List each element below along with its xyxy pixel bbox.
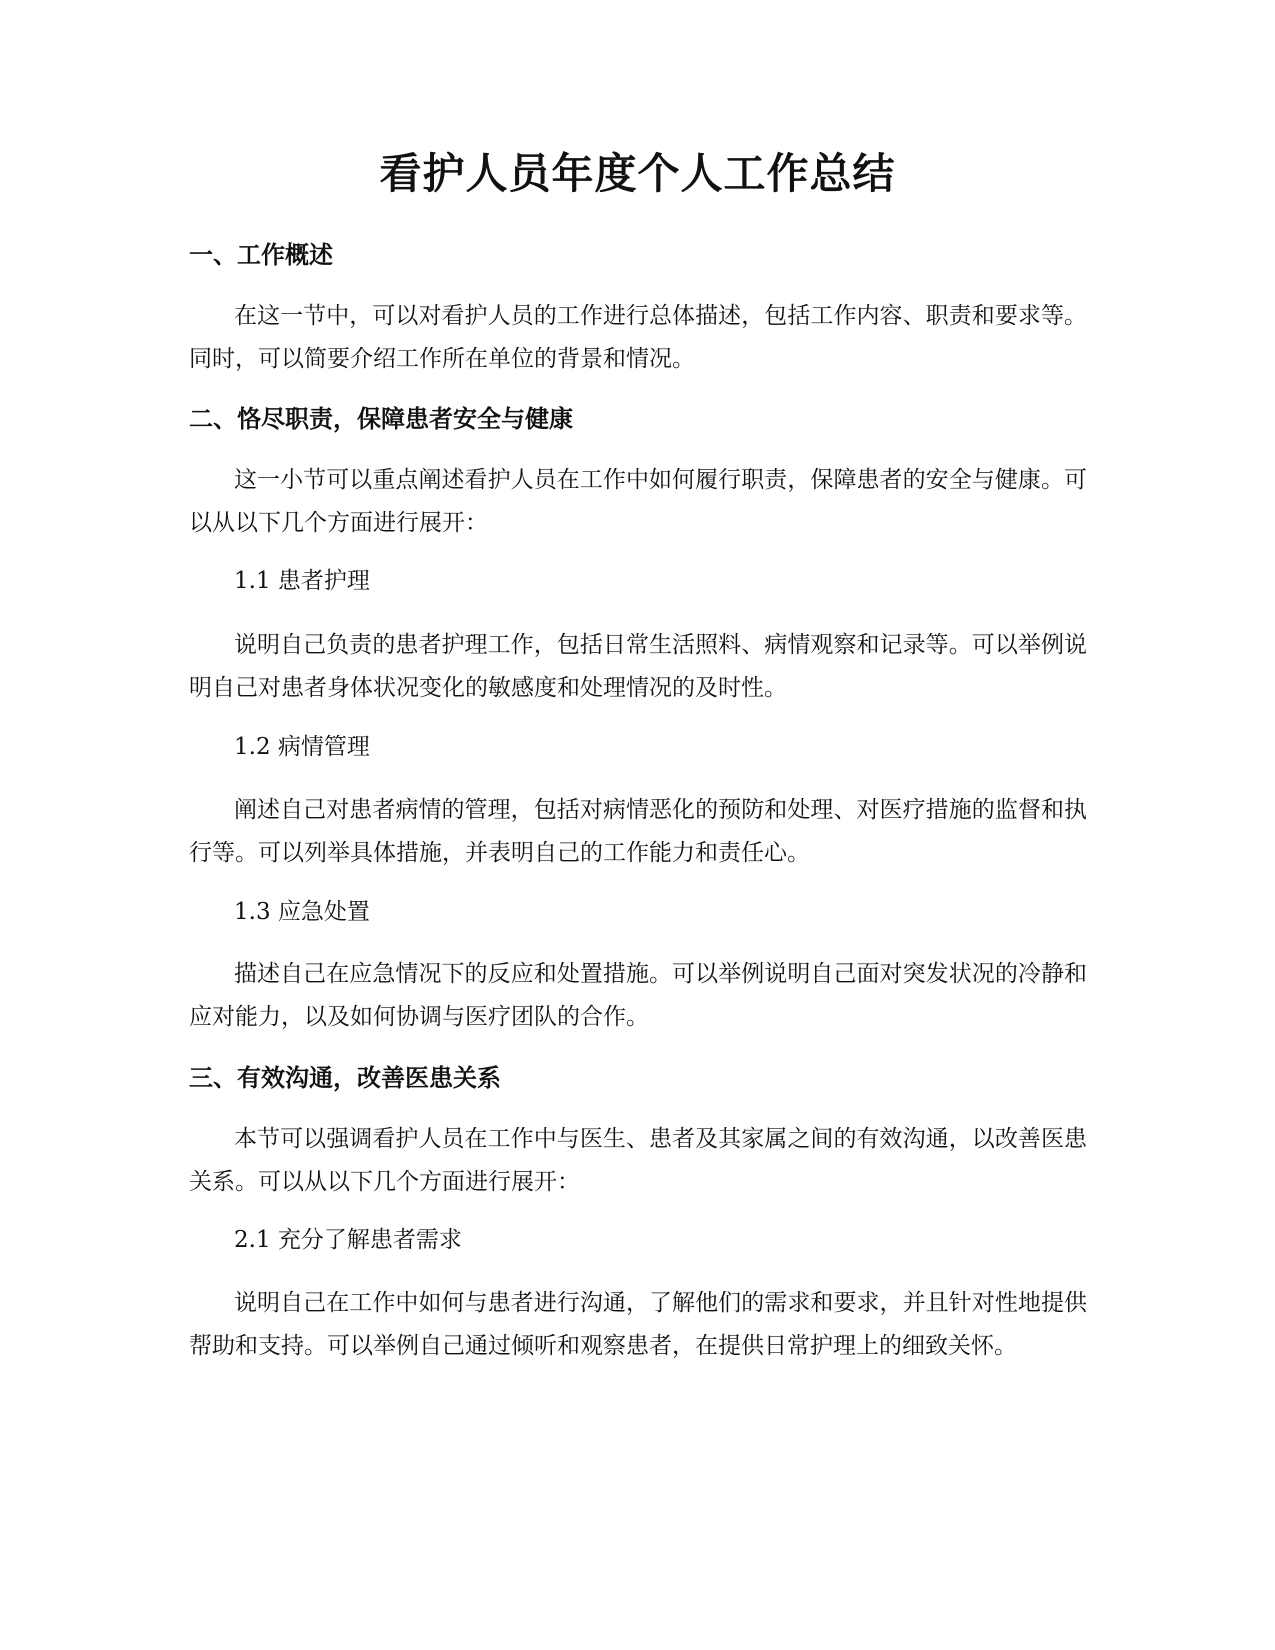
subsection-paragraph-patient-care: 说明自己负责的患者护理工作，包括日常生活照料、病情观察和记录等。可以举例说明自己对患者身体状况变化的敏感度和处理情况的及时性。 xyxy=(189,632,1087,701)
section-paragraph-overview: 在这一节中，可以对看护人员的工作进行总体描述，包括工作内容、职责和要求等。同时，可以简要介绍工作所在单位的背景和情况。 xyxy=(189,303,1087,372)
subsection-paragraph-patient-needs: 说明自己在工作中如何与患者进行沟通，了解他们的需求和要求，并且针对性地提供帮助和支持。可以举例自己通过倾听和观察患者，在提供日常护理上的细致关怀。 xyxy=(189,1290,1087,1359)
document-title: 看护人员年度个人工作总结 xyxy=(379,149,896,198)
subsection-title-condition-management: 1.2 病情管理 xyxy=(234,734,370,760)
section-paragraph-communication: 本节可以强调看护人员在工作中与医生、患者及其家属之间的有效沟通，以改善医患关系。可以从以下几个方面进行展开： xyxy=(189,1126,1087,1195)
section-heading-communication: 三、有效沟通，改善医患关系 xyxy=(189,1064,501,1092)
subsection-paragraph-emergency-response: 描述自己在应急情况下的反应和处置措施。可以举例说明自己面对突发状况的冷静和应对能力，以及如何协调与医疗团队的合作。 xyxy=(189,961,1087,1030)
subsection-title-patient-needs: 2.1 充分了解患者需求 xyxy=(234,1227,462,1253)
section-heading-duty: 二、恪尽职责，保障患者安全与健康 xyxy=(189,405,573,433)
subsection-title-emergency-response: 1.3 应急处置 xyxy=(234,899,370,925)
subsection-title-patient-care: 1.1 患者护理 xyxy=(234,568,370,594)
section-heading-overview: 一、工作概述 xyxy=(189,241,333,269)
section-paragraph-duty: 这一小节可以重点阐述看护人员在工作中如何履行职责，保障患者的安全与健康。可以从以下几个方面进行展开： xyxy=(189,467,1087,536)
subsection-paragraph-condition-management: 阐述自己对患者病情的管理，包括对病情恶化的预防和处理、对医疗措施的监督和执行等。可以列举具体措施，并表明自己的工作能力和责任心。 xyxy=(189,797,1087,866)
